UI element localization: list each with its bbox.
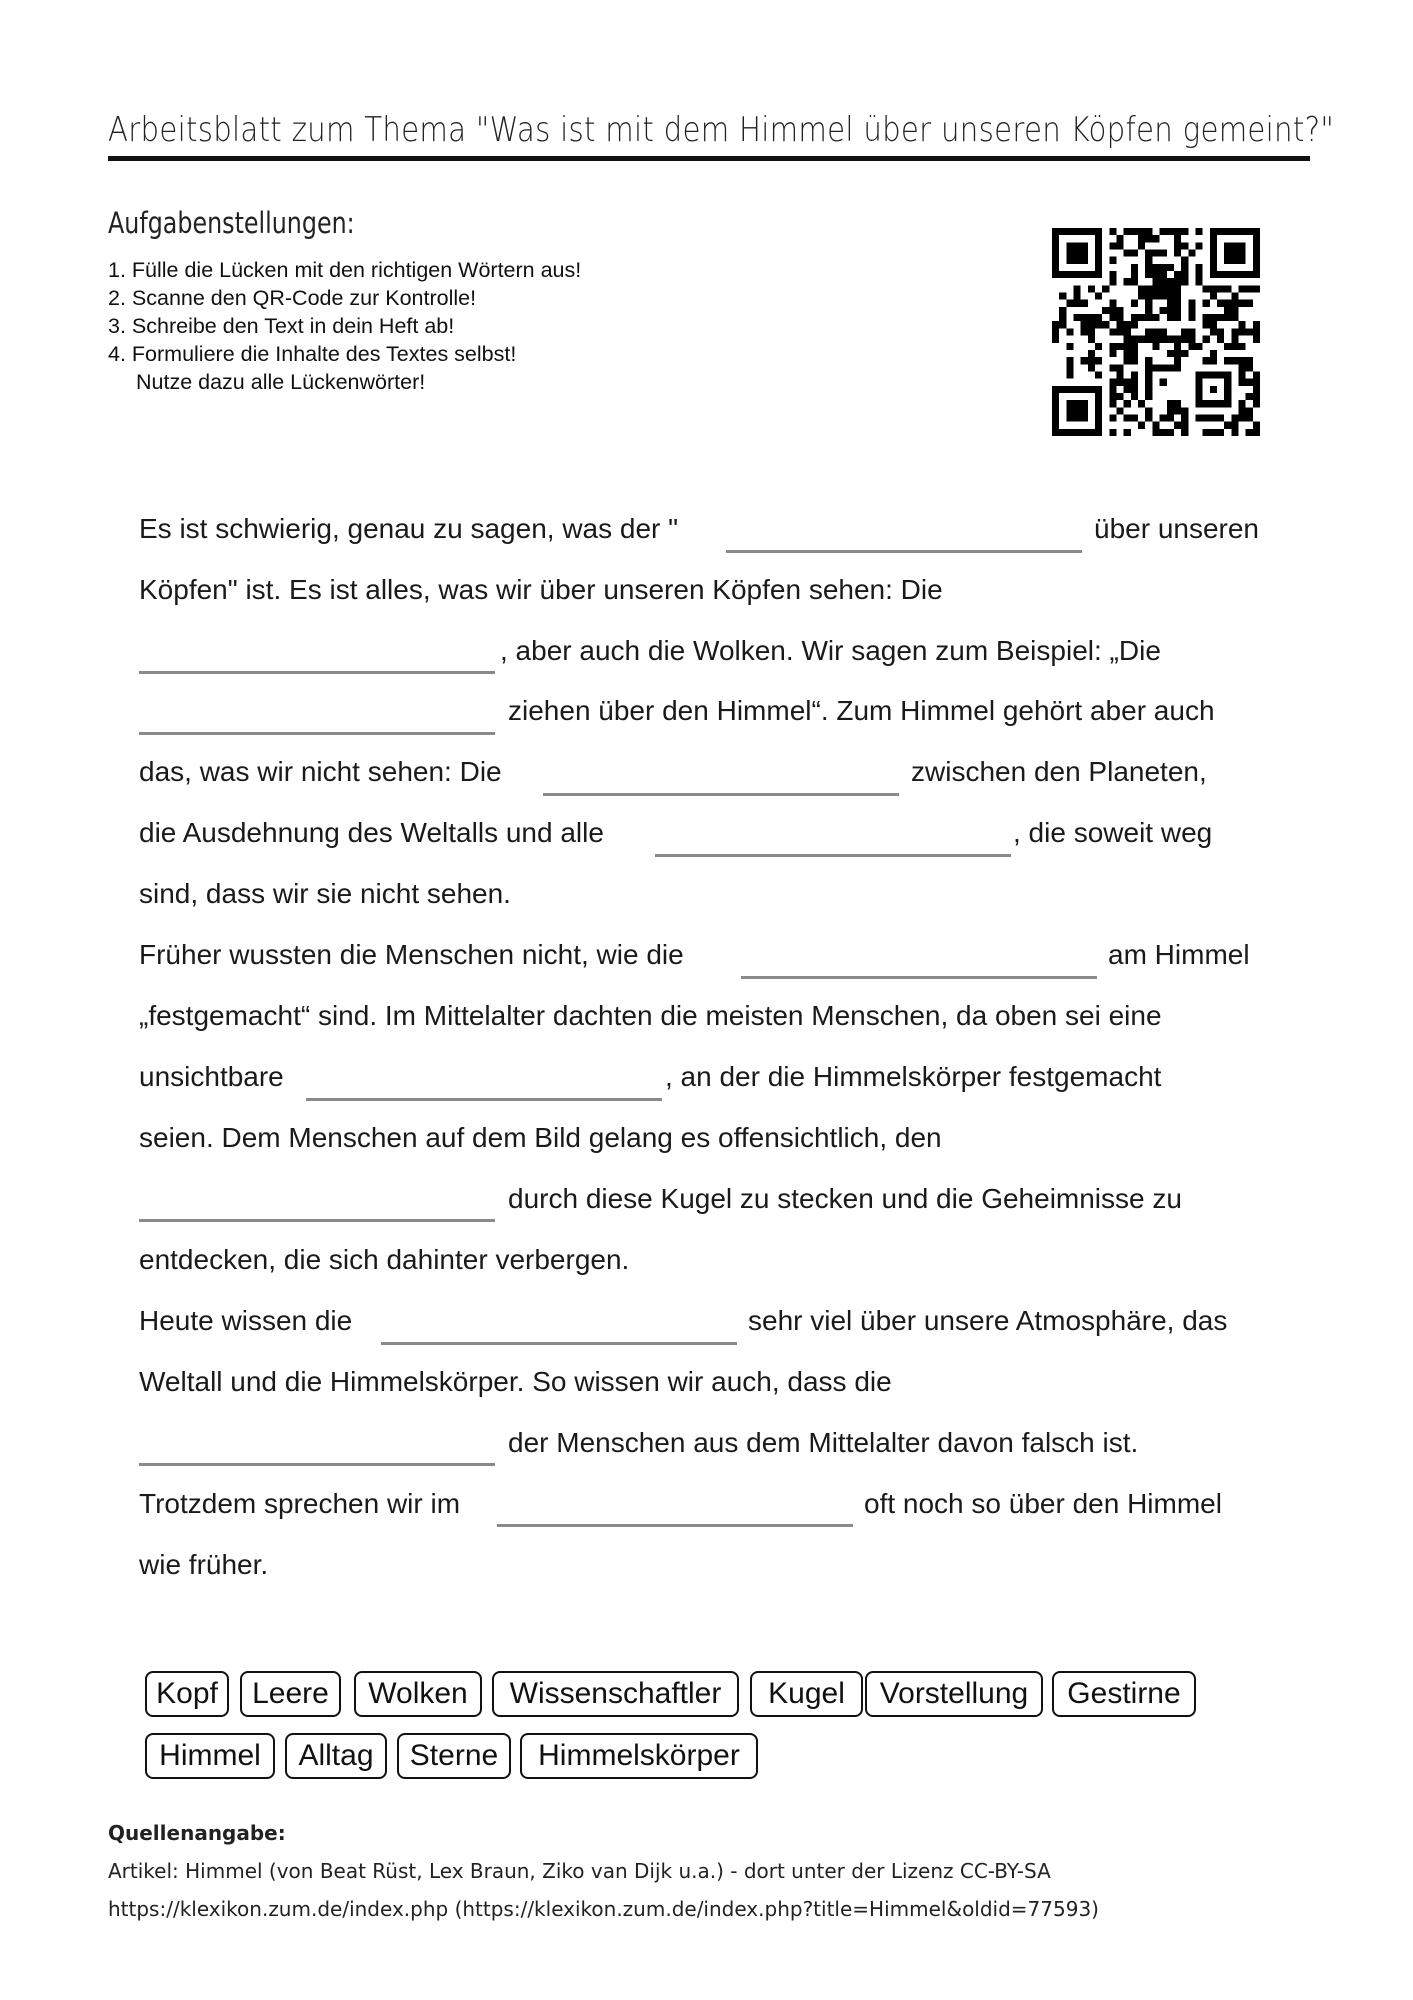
text-line: , aber auch die Wolken. Wir sagen zum Beispiel: „Die xyxy=(500,635,1161,666)
text-line: das, was wir nicht sehen: Die xyxy=(139,756,502,787)
task-item: 3. Schreibe den Text in dein Heft ab! xyxy=(108,314,455,338)
tasks-heading: Aufgabenstellungen: xyxy=(108,206,355,240)
word-chip[interactable]: Kugel xyxy=(750,1671,863,1717)
text-line: seien. Dem Menschen auf dem Bild gelang es offensichtlich, den xyxy=(139,1122,942,1153)
source-url: https://klexikon.zum.de/index.php (https://klexikon.zum.de/index.php?title=Himmel&oldid=77593) xyxy=(108,1897,1099,1921)
word-chip[interactable]: Himmel xyxy=(145,1733,275,1779)
worksheet-title: Arbeitsblatt zum Thema "Was ist mit dem Himmel über unseren Köpfen gemeint?" xyxy=(108,110,1335,150)
blank-2[interactable] xyxy=(139,671,495,674)
blank-1[interactable] xyxy=(726,550,1082,553)
blank-10[interactable] xyxy=(139,1463,495,1466)
blank-5[interactable] xyxy=(655,854,1011,857)
blank-7[interactable] xyxy=(306,1098,662,1101)
word-chip[interactable]: Wolken xyxy=(354,1671,482,1717)
text-line: , an der die Himmelskörper festgemacht xyxy=(665,1061,1162,1092)
text-line: wie früher. xyxy=(139,1549,269,1580)
blank-8[interactable] xyxy=(139,1219,495,1222)
text-line: unsichtbare xyxy=(139,1061,284,1092)
text-line: , die soweit weg xyxy=(1013,817,1213,848)
word-chip[interactable]: Alltag xyxy=(285,1733,387,1779)
text-line: zwischen den Planeten, xyxy=(911,756,1207,787)
word-chip[interactable]: Wissenschaftler xyxy=(492,1671,739,1717)
task-item: 4. Formuliere die Inhalte des Textes selbst! xyxy=(108,342,517,366)
text-line: sind, dass wir sie nicht sehen. xyxy=(139,878,511,909)
text-line: Köpfen" ist. Es ist alles, was wir über unseren Köpfen sehen: Die xyxy=(139,574,943,605)
blank-11[interactable] xyxy=(497,1524,853,1527)
text-line: Weltall und die Himmelskörper. So wissen wir auch, dass die xyxy=(139,1366,892,1397)
word-chip[interactable]: Gestirne xyxy=(1052,1671,1196,1717)
source-article: Artikel: Himmel (von Beat Rüst, Lex Braun, Ziko van Dijk u.a.) - dort unter der Lizenz CC-BY-SA xyxy=(108,1859,1051,1883)
text-line: die Ausdehnung des Weltalls und alle xyxy=(139,817,604,848)
text-line: Heute wissen die xyxy=(139,1305,353,1336)
word-chip[interactable]: Kopf xyxy=(145,1671,229,1717)
text-line: entdecken, die sich dahinter verbergen. xyxy=(139,1244,630,1275)
word-chip[interactable]: Sterne xyxy=(397,1733,511,1779)
text-line: der Menschen aus dem Mittelalter davon falsch ist. xyxy=(508,1427,1139,1458)
text-line: am Himmel xyxy=(1108,939,1250,970)
word-chip[interactable]: Vorstellung xyxy=(865,1671,1043,1717)
text-line: über unseren xyxy=(1094,513,1260,544)
task-item: 2. Scanne den QR-Code zur Kontrolle! xyxy=(108,286,477,310)
text-line: sehr viel über unsere Atmosphäre, das xyxy=(748,1305,1228,1336)
text-line: durch diese Kugel zu stecken und die Geheimnisse zu xyxy=(508,1183,1182,1214)
task-item: Nutze dazu alle Lückenwörter! xyxy=(136,370,426,394)
text-line: oft noch so über den Himmel xyxy=(864,1488,1222,1519)
text-line: Es ist schwierig, genau zu sagen, was der " xyxy=(139,513,679,544)
text-line: ziehen über den Himmel“. Zum Himmel gehört aber auch xyxy=(508,695,1215,726)
blank-9[interactable] xyxy=(381,1342,737,1345)
blank-4[interactable] xyxy=(543,793,899,796)
blank-3[interactable] xyxy=(139,732,495,735)
task-item: 1. Fülle die Lücken mit den richtigen Wörtern aus! xyxy=(108,258,582,282)
text-line: „festgemacht“ sind. Im Mittelalter dachten die meisten Menschen, da oben sei eine xyxy=(139,1000,1162,1031)
word-chip[interactable]: Leere xyxy=(240,1671,341,1717)
source-heading: Quellenangabe: xyxy=(108,1821,286,1845)
source-note xyxy=(108,1818,1099,1932)
blank-6[interactable] xyxy=(741,976,1097,979)
text-line: Früher wussten die Menschen nicht, wie die xyxy=(139,939,684,970)
word-chip[interactable]: Himmelskörper xyxy=(520,1733,758,1779)
text-line: Trotzdem sprechen wir im xyxy=(139,1488,461,1519)
